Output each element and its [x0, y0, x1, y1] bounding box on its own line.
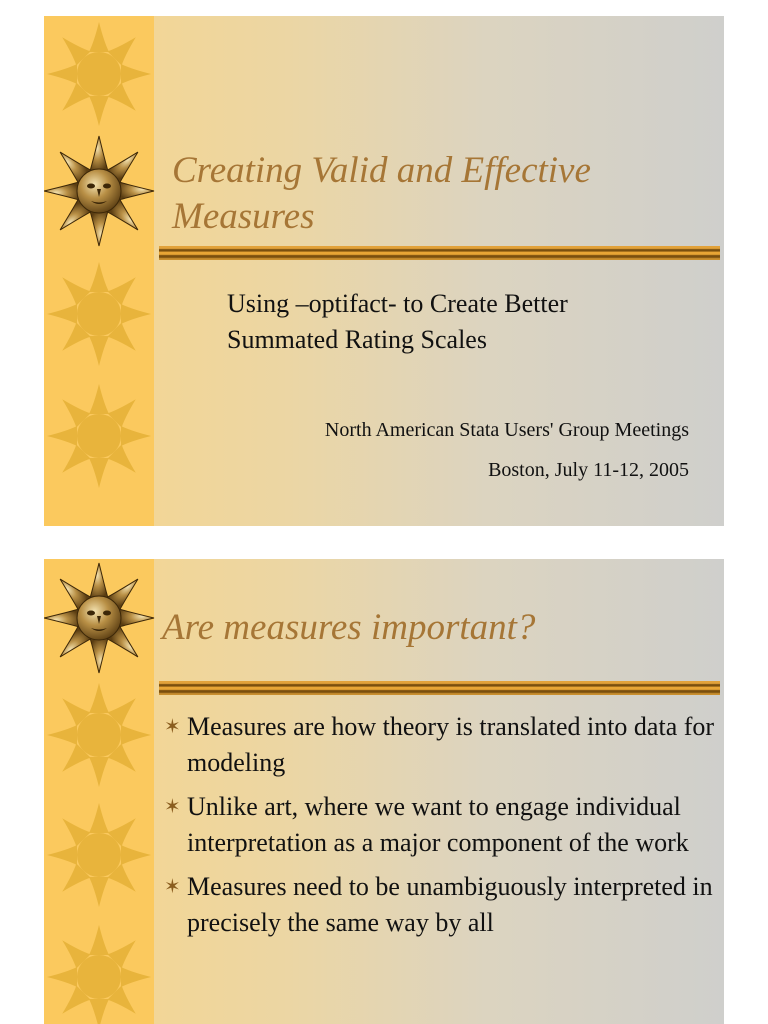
sun-icon	[44, 919, 154, 1024]
sun-face-icon	[44, 561, 156, 675]
sun-icon	[44, 797, 154, 913]
bullet-text: Measures are how theory is translated into data for modeling	[187, 712, 715, 777]
sun-icon	[44, 16, 154, 132]
title-divider	[159, 246, 720, 260]
slide-measures	[44, 559, 724, 1024]
list-item	[162, 789, 722, 861]
star-bullet-icon: ✶	[164, 716, 181, 738]
list-item	[162, 709, 722, 781]
title-divider	[159, 681, 720, 695]
slide-title	[44, 16, 724, 526]
bullet-list	[162, 709, 722, 949]
sun-icon	[44, 256, 154, 372]
sun-icon	[44, 677, 154, 793]
slide-subtitle: Using –optifact- to Create Better Summated Rating Scales	[227, 289, 568, 354]
event-name: North American Stata Users' Group Meetings	[324, 419, 689, 441]
star-bullet-icon: ✶	[164, 876, 181, 898]
slide-heading: Are measures important?	[162, 607, 536, 648]
list-item	[162, 869, 722, 941]
bullet-text: Measures need to be unambiguously interpreted in precisely the same way by all	[187, 872, 713, 937]
sun-face-icon	[44, 134, 156, 248]
sun-icon	[44, 378, 154, 494]
event-location-date: Boston, July 11-12, 2005	[488, 459, 689, 481]
bullet-text: Unlike art, where we want to engage individual interpretation as a major component of the work	[187, 792, 689, 857]
star-bullet-icon: ✶	[164, 796, 181, 818]
slide-title-heading: Creating Valid and Effective Measures	[172, 150, 591, 237]
